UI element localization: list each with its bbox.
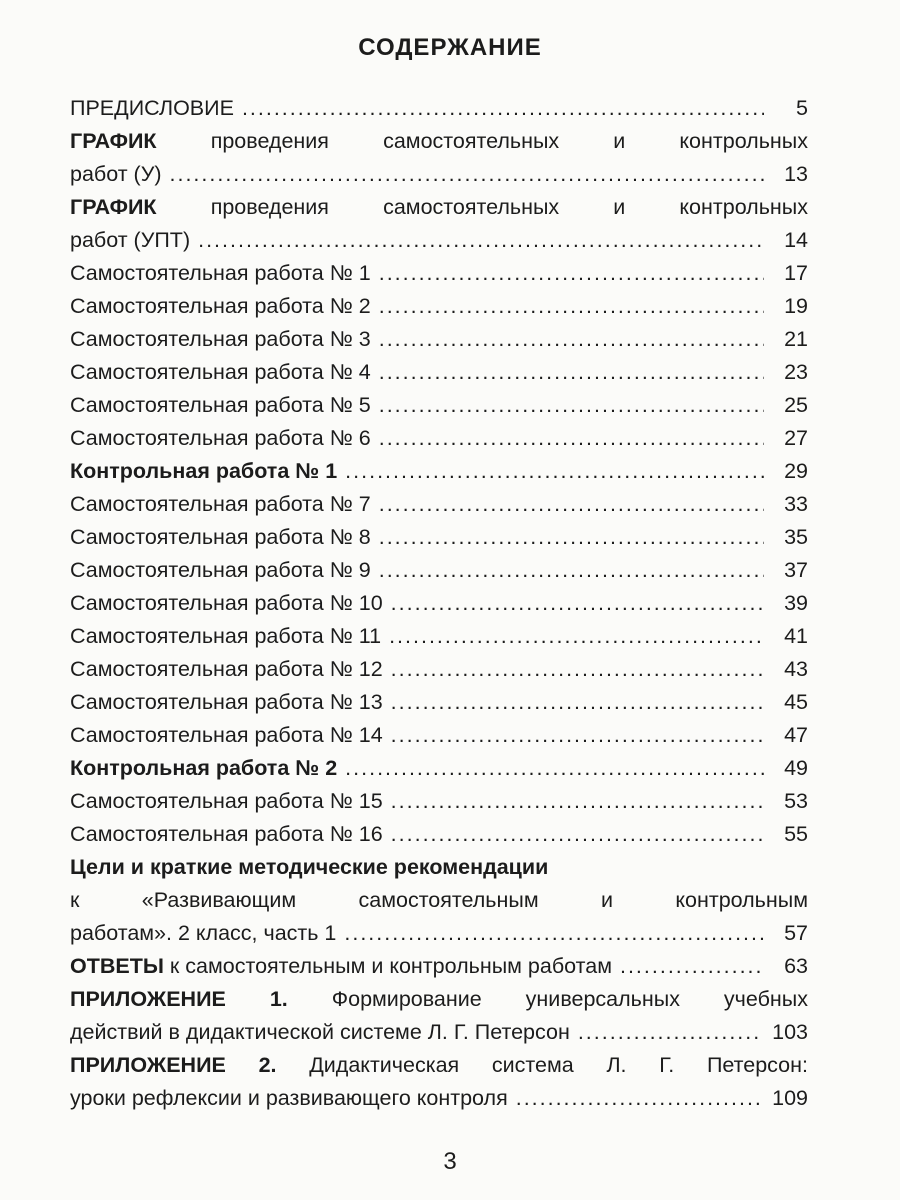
toc-entry-goals [70,851,808,950]
toc-entry-independent-work [70,785,808,818]
toc-entry-title: Самостоятельная работа № 13 [70,690,383,714]
page-number: 3 [443,1148,457,1175]
toc-entry-page: 35 [784,525,808,549]
dot-leader [379,389,764,422]
dot-leader [379,488,764,521]
dot-leader [578,1016,762,1049]
toc-entry-page: 27 [784,426,808,450]
toc-entry-line [70,224,808,257]
toc-entry-page: 17 [784,261,808,285]
toc-entry-page: 29 [784,459,808,483]
toc-entry-line [70,917,808,950]
toc-entry-lead: Цели и краткие методические рекомендации [70,855,549,879]
toc-entry-title-cont: действий в дидактической системе Л. Г. Петерсон [70,1020,570,1044]
dot-leader [379,521,764,554]
toc-entry-independent-work [70,719,808,752]
dot-leader [391,785,764,818]
dot-leader [516,1082,762,1115]
toc-entry-page: 43 [784,657,808,681]
toc-entry-line [70,1016,808,1049]
dot-leader [198,224,764,257]
toc-entry-line [70,158,808,191]
dot-leader [344,917,764,950]
toc-entry-title-cont: работам». 2 класс, часть 1 [70,921,337,945]
toc-entry-title: Формирование универсальных учебных [331,987,808,1011]
toc-entry-independent-work [70,653,808,686]
toc-entry-page: 37 [784,558,808,582]
toc-entry-independent-work [70,323,808,356]
toc-entry-title: Самостоятельная работа № 7 [70,492,371,516]
toc-entry-independent-work [70,389,808,422]
toc-entry-line [70,950,612,983]
dot-leader [391,653,764,686]
toc-entry-independent-work [70,587,808,620]
toc-entry-title: Самостоятельная работа № 12 [70,657,383,681]
dot-leader [391,686,764,719]
toc-entry-appendix-1 [70,983,808,1049]
toc-entry-title: Дидактическая система Л. Г. Петерсон: [309,1053,808,1077]
toc-entry-lead: ГРАФИК [70,129,157,153]
toc-entry-lead: ПРИЛОЖЕНИЕ 1. [70,987,288,1011]
dot-leader [391,587,764,620]
toc-entry-line [70,983,808,1016]
toc-entry-page: 19 [784,294,808,318]
toc-entry-independent-work [70,422,808,455]
toc-entry-test-work [70,752,808,785]
toc-entry-title: Самостоятельная работа № 5 [70,393,371,417]
toc-entry-line [70,884,808,917]
toc-entry-page: 63 [784,954,808,978]
toc-entry-page: 103 [772,1020,808,1044]
toc-entry-page: 25 [784,393,808,417]
toc-entry-page: 21 [784,327,808,351]
toc-entry-preface [70,92,808,125]
toc-entry-title: Самостоятельная работа № 14 [70,723,383,747]
dot-leader [389,620,764,653]
toc-entry-appendix-2 [70,1049,808,1115]
toc-entry-independent-work [70,620,808,653]
page-title: СОДЕРЖАНИЕ [358,34,542,61]
toc-entry-page: 41 [784,624,808,648]
toc-entry-schedule-upt [70,191,808,257]
toc-entry-title: Самостоятельная работа № 15 [70,789,383,813]
dot-leader [345,455,764,488]
toc-entry-test-work [70,455,808,488]
toc-entry-independent-work [70,554,808,587]
toc-entry-independent-work [70,521,808,554]
toc-entry-title: Самостоятельная работа № 2 [70,294,371,318]
toc-entry-page: 14 [784,228,808,252]
toc-entry-line [70,125,808,158]
toc-entry-lead: ОТВЕТЫ [70,954,164,978]
table-of-contents [70,92,808,1115]
dot-leader [379,323,764,356]
toc-entry-lead: ГРАФИК [70,195,157,219]
toc-entry-title: проведения самостоятельных и контрольных [210,129,809,153]
toc-entry-title: Самостоятельная работа № 10 [70,591,383,615]
toc-entry-lead: ПРИЛОЖЕНИЕ 2. [70,1053,277,1077]
toc-entry-page: 49 [784,756,808,780]
toc-entry-page: 39 [784,591,808,615]
dot-leader [379,356,764,389]
toc-entry-independent-work [70,488,808,521]
toc-entry-title: Самостоятельная работа № 9 [70,558,371,582]
dot-leader [170,158,764,191]
toc-entry-title: Самостоятельная работа № 16 [70,822,383,846]
toc-entry-line [70,191,808,224]
dot-leader [345,752,764,785]
toc-entry-title: Самостоятельная работа № 6 [70,426,371,450]
dot-leader [242,92,764,125]
toc-entry-title: Самостоятельная работа № 3 [70,327,371,351]
toc-entry-schedule-u [70,125,808,191]
toc-entry-page: 5 [796,96,808,120]
dot-leader [379,290,764,323]
dot-leader [391,719,764,752]
toc-entry-independent-work [70,818,808,851]
toc-entry-page: 53 [784,789,808,813]
toc-entry-independent-work [70,290,808,323]
toc-entry-title: ПРЕДИСЛОВИЕ [70,96,234,120]
toc-entry-page: 23 [784,360,808,384]
toc-entry-title-cont: работ (У) [70,162,162,186]
toc-entry-line [70,851,808,884]
dot-leader [379,257,764,290]
toc-entry-independent-work [70,257,808,290]
toc-entry-independent-work [70,356,808,389]
toc-entry-answers [70,950,808,983]
toc-entry-page: 13 [784,162,808,186]
dot-leader [391,818,764,851]
toc-entry-title: Контрольная работа № 2 [70,756,338,780]
dot-leader [379,422,764,455]
toc-entry-page: 109 [772,1086,808,1110]
toc-entry-title: Самостоятельная работа № 11 [70,624,382,648]
dot-leader [620,950,764,983]
toc-entry-line [70,1049,808,1082]
toc-entry-line [70,1082,808,1115]
toc-entry-title: к самостоятельным и контрольным работам [169,954,612,978]
toc-entry-page: 33 [784,492,808,516]
toc-entry-title: Самостоятельная работа № 8 [70,525,371,549]
toc-entry-title: Контрольная работа № 1 [70,459,338,483]
toc-entry-page: 57 [784,921,808,945]
toc-entry-page: 55 [784,822,808,846]
toc-entry-title-cont: работ (УПТ) [70,228,191,252]
toc-entry-title: к «Развивающим самостоятельным и контрольным [70,888,808,912]
toc-entry-title: Самостоятельная работа № 1 [70,261,371,285]
toc-entry-page: 47 [784,723,808,747]
toc-entry-title: Самостоятельная работа № 4 [70,360,371,384]
toc-entry-independent-work [70,686,808,719]
toc-entry-page: 45 [784,690,808,714]
toc-entry-title-cont: уроки рефлексии и развивающего контроля [70,1086,508,1110]
dot-leader [379,554,764,587]
toc-entry-title: проведения самостоятельных и контрольных [210,195,809,219]
